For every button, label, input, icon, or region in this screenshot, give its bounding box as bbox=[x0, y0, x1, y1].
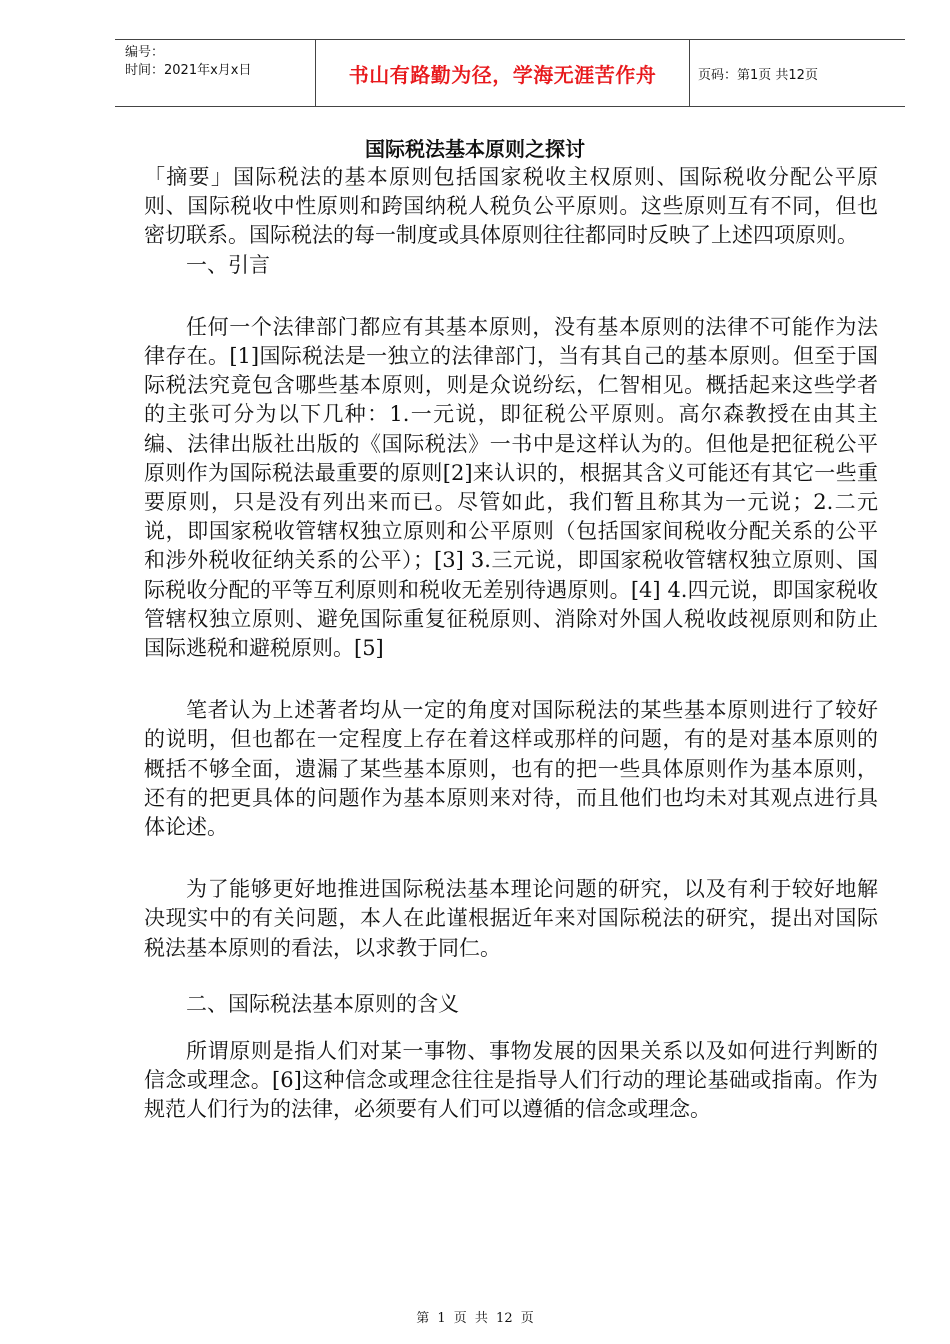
section-heading-intro: 一、引言 bbox=[186, 252, 270, 277]
body-paragraph: 所谓原则是指人们对某一事物、事物发展的因果关系以及如何进行判断的信念或理念。[6]这种信念或理念往往是指导人们行动的理论基础或指南。作为规范人们行为的法律，必须要有人们可以遵循的信念或理念。 bbox=[144, 1039, 878, 1122]
page-footer: 第 1 页 共 12 页 bbox=[416, 1311, 534, 1326]
body-paragraph: 笔者认为上述著者均从一定的角度对国际税法的某些基本原则进行了较好的说明，但也都在一定程度上存在着这样或那样的问题，有的是对基本原则的概括不够全面，遗漏了某些基本原则，也有的把一些具体原则作为基本原则，还有的把更具体的问题作为基本原则来对待，而且他们也均未对其观点进行具体论述。 bbox=[144, 698, 878, 840]
section-heading-meaning: 二、国际税法基本原则的含义 bbox=[186, 991, 459, 1016]
abstract-paragraph: 「摘要」国际税法的基本原则包括国家税收主权原则、国际税收分配公平原则、国际税收中性原则和跨国纳税人税负公平原则。这些原则互有不同，但也密切联系。国际税法的每一制度或具体原则往往都同时反映了上述四项原则。 bbox=[144, 165, 878, 248]
motto: 书山有路勤为径，学海无涯苦作舟 bbox=[316, 40, 690, 106]
body-paragraph: 为了能够更好地推进国际税法基本理论问题的研究，以及有利于较好地解决现实中的有关问题，本人在此谨根据近年来对国际税法的研究，提出对国际税法基本原则的看法，以求教于同仁。 bbox=[144, 877, 878, 960]
body-paragraph: 任何一个法律部门都应有其基本原则，没有基本原则的法律不可能作为法律存在。[1]国际税法是一独立的法律部门，当有其自己的基本原则。但至于国际税法究竟包含哪些基本原则，则是众说纷纭，仁智相见。概括起来这些学者的主张可分为以下几种：1.一元说，即征税公平原则。高尔森教授在由其主编、法律出版社出版的《国际税法》一书中是这样认为的。但他是把征税公平原则作为国际税法最重要的原则[2]来认识的，根据其含义可能还有其它一些重要原则，只是没有列出来而已。尽管如此，我们暂且称其为一元说；2.二元说，即国家税收管辖权独立原则和公平原则（包括国家间税收分配关系的公平和涉外税收征纳关系的公平）；[3] 3.三元说，即国家税收管辖权独立原则、国际税收分配的平等互利原则和税收无差别待遇原则。[4] 4.四元说，即国家税收管辖权独立原则、避免国际重复征税原则、消除对外国人税收歧视原则和防止国际逃税和避税原则。[5] bbox=[144, 314, 878, 661]
document-title: 国际税法基本原则之探讨 bbox=[365, 137, 585, 161]
id-label: 编号： bbox=[125, 45, 165, 60]
header-meta-cell bbox=[115, 40, 316, 106]
document-header bbox=[115, 39, 905, 107]
page-info: 页码：第1页 共12页 bbox=[698, 67, 818, 83]
time-label: 时间：2021年x月x日 bbox=[125, 63, 252, 78]
document-body bbox=[144, 163, 878, 1125]
